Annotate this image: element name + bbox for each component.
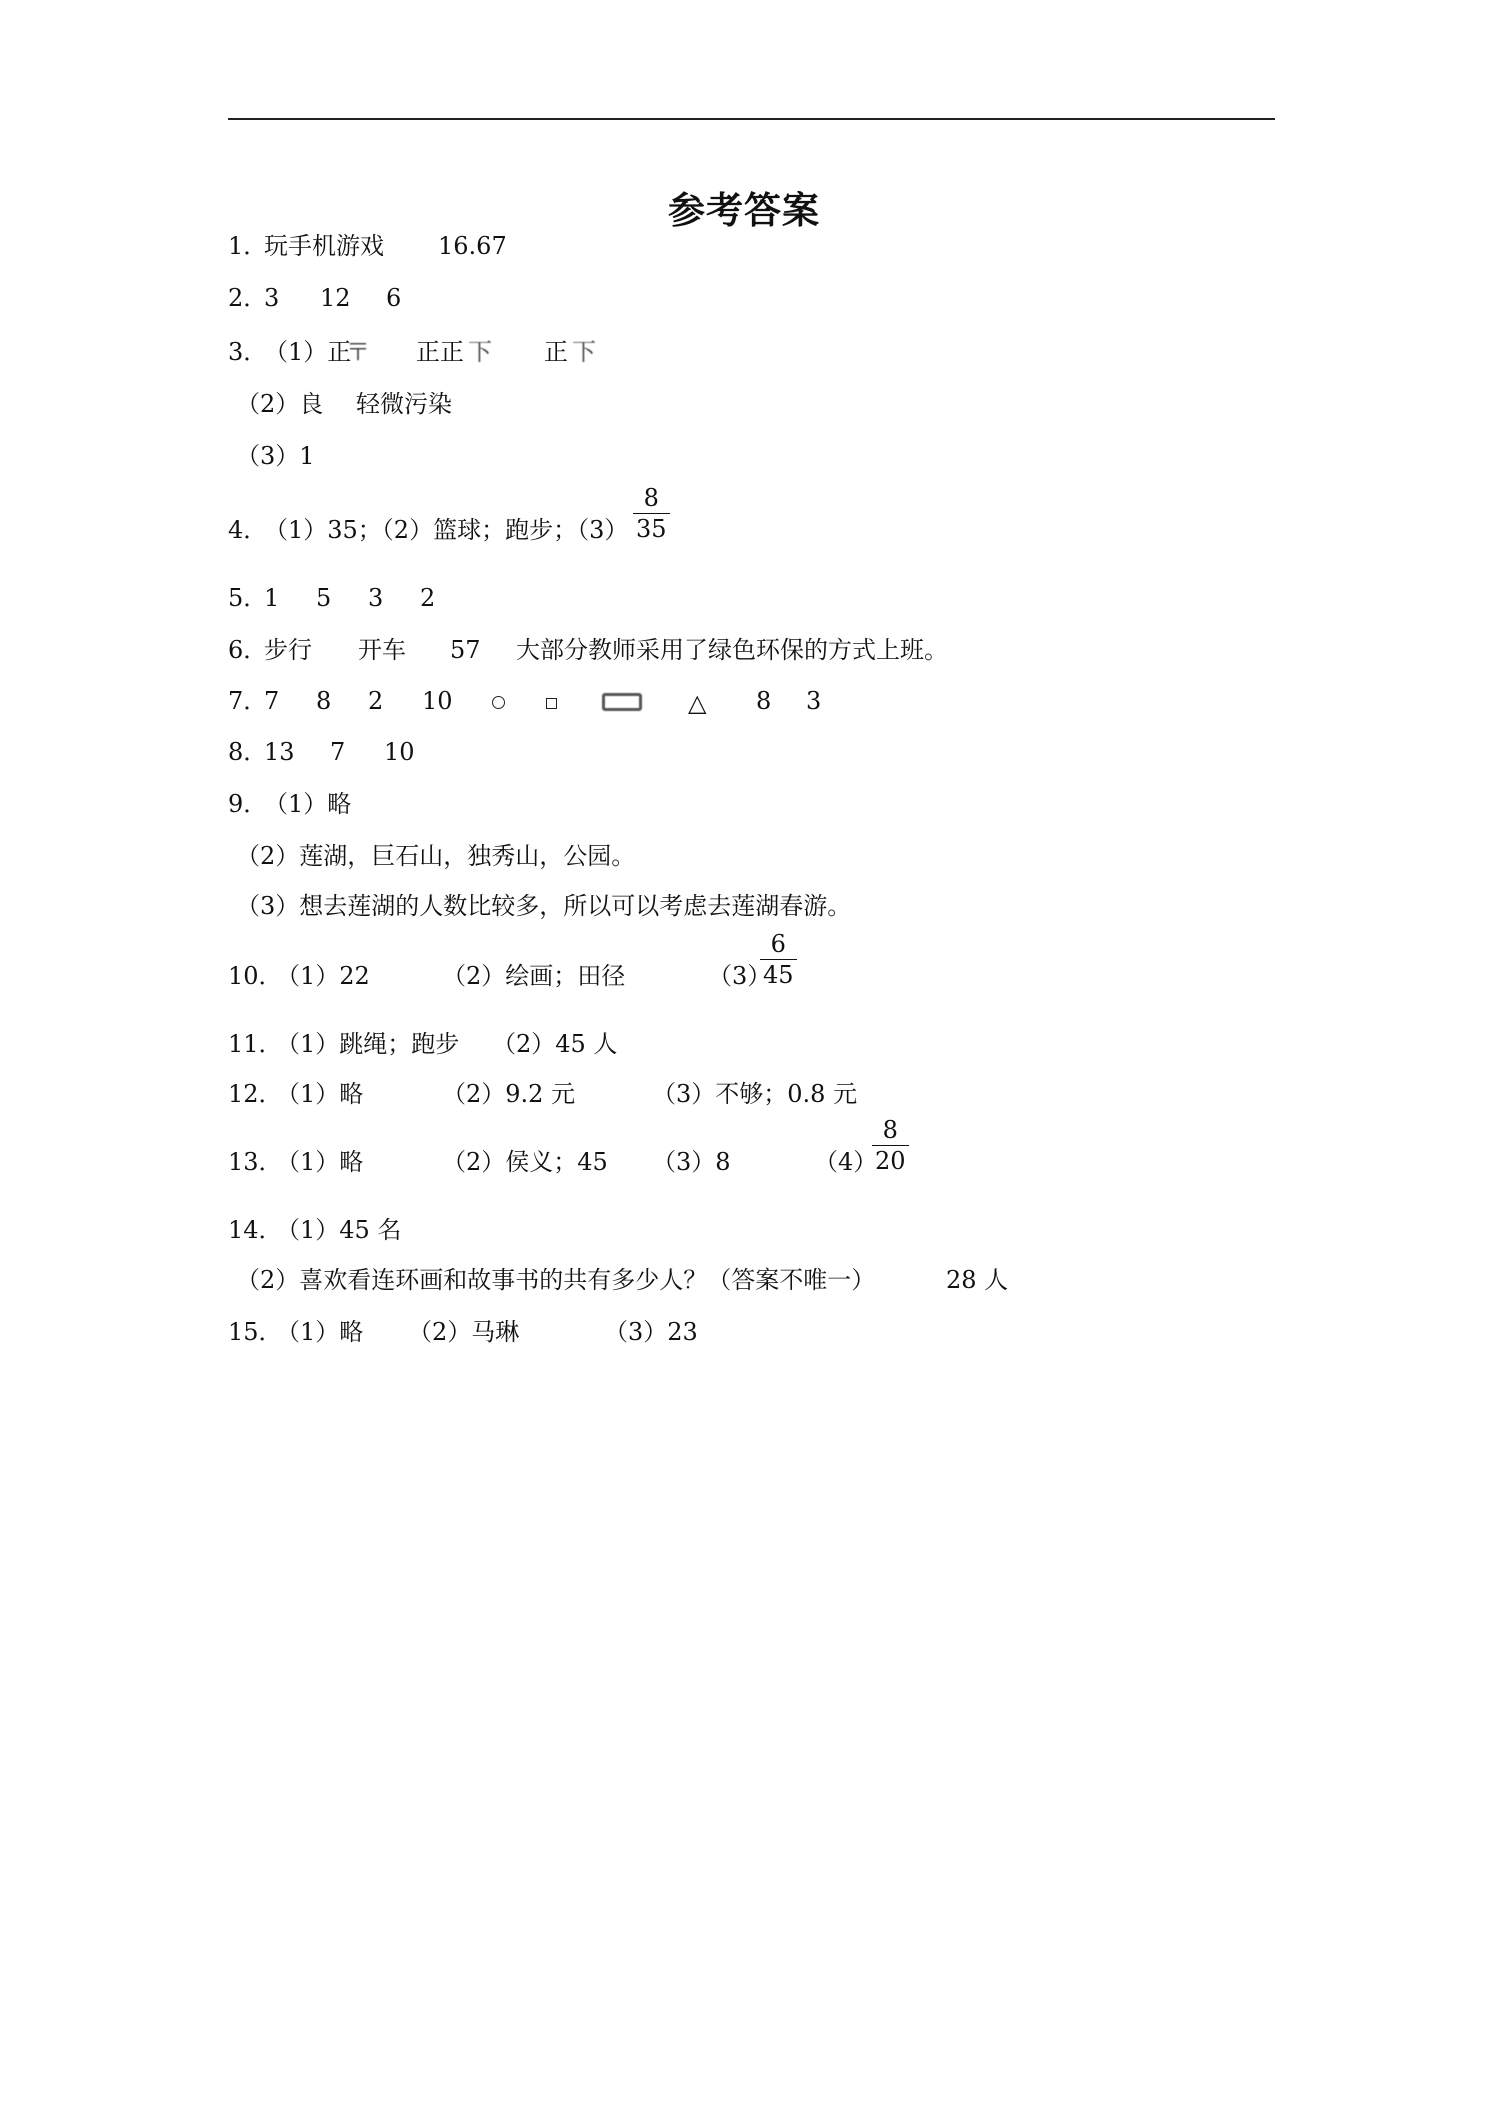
page-title: 参考答案 — [668, 189, 820, 232]
tally-mark-icon: 下 — [572, 338, 596, 366]
square-icon — [546, 698, 557, 709]
fraction: 6 45 — [760, 930, 797, 990]
rectangle-icon — [602, 693, 642, 711]
header-rule — [228, 118, 1275, 120]
tally-mark-icon: 下 — [468, 338, 492, 366]
fraction: 8 35 — [633, 484, 670, 544]
fraction: 8 20 — [872, 1116, 909, 1176]
circle-icon — [492, 696, 505, 709]
triangle-icon: △ — [688, 689, 707, 717]
tally-mark-icon: 〒 — [346, 338, 370, 366]
